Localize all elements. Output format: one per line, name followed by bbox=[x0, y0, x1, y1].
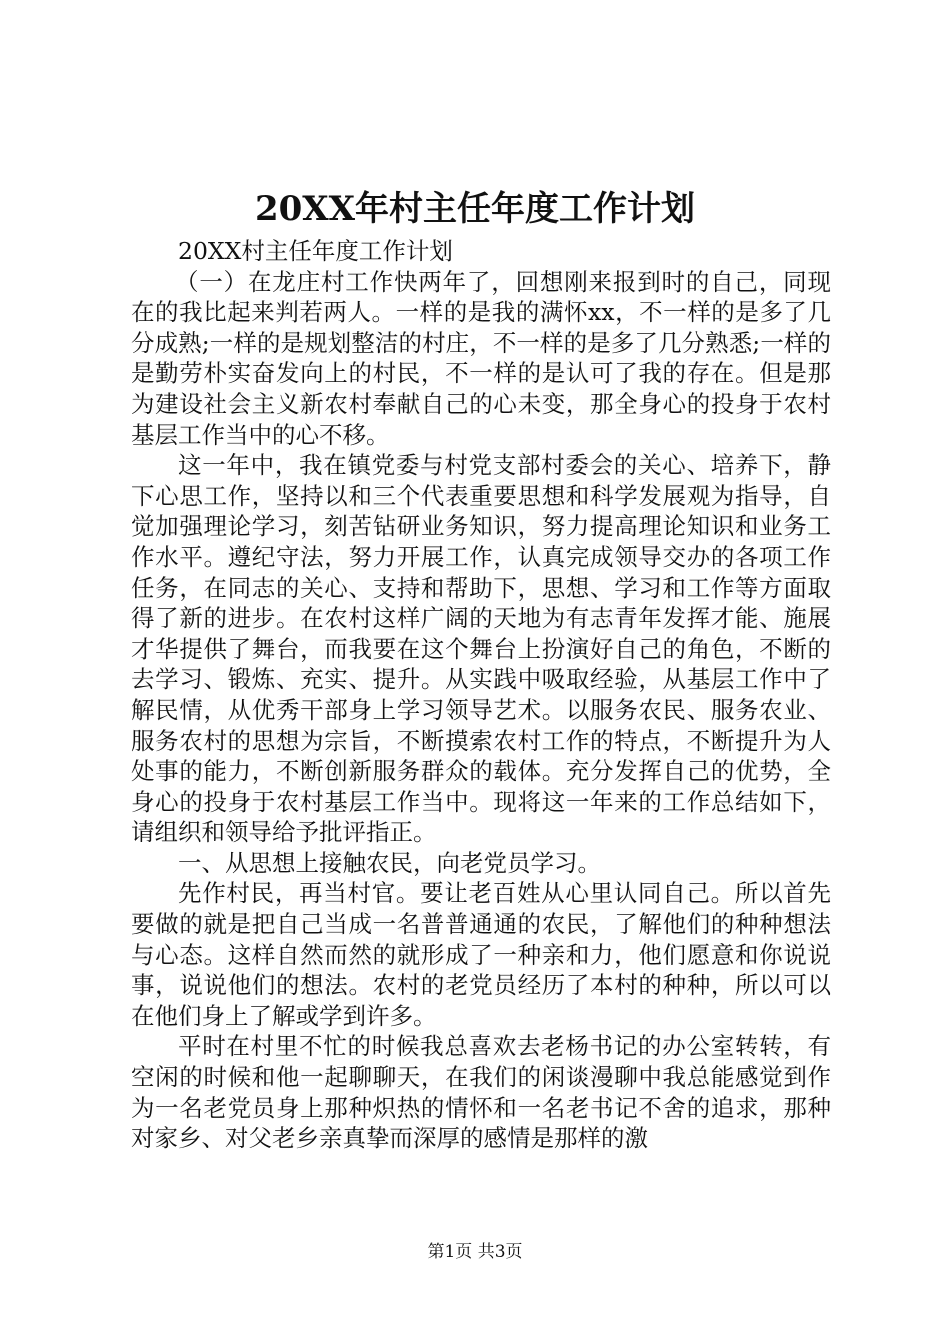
paragraph: 先作村民，再当村官。要让老百姓从心里认同自己。所以首先要做的就是把自己当成一名普普通通的农民，了解他们的种种想法与心态。这样自然而然的就形成了一种亲和力，他们愿意和你说说事，说说他们的想法。农村的老党员经历了本村的种种，所以可以在他们身上了解或学到许多。 bbox=[131, 879, 831, 1030]
document-body bbox=[131, 236, 831, 1154]
page-footer: 第1页 共3页 bbox=[427, 1242, 523, 1262]
paragraph: 这一年中，我在镇党委与村党支部村委会的关心、培养下，静下心思工作，坚持以和三个代表重要思想和科学发展观为指导，自觉加强理论学习，刻苦钻研业务知识，努力提高理论知识和业务工作水平。遵纪守法，努力开展工作，认真完成领导交办的各项工作任务，在同志的关心、支持和帮助下，思想、学习和工作等方面取得了新的进步。在农村这样广阔的天地为有志青年发挥才能、施展才华提供了舞台，而我要在这个舞台上扮演好自己的角色，不断的去学习、锻炼、充实、提升。从实践中吸取经验，从基层工作中了解民情，从优秀干部身上学习领导艺术。以服务农民、服务农业、服务农村的思想为宗旨，不断摸索农村工作的特点，不断提升为人处事的能力，不断创新服务群众的载体。充分发挥自己的优势，全身心的投身于农村基层工作当中。现将这一年来的工作总结如下，请组织和领导给予批评指正。 bbox=[131, 451, 831, 847]
paragraph-subtitle: 20XX村主任年度工作计划 bbox=[178, 237, 453, 265]
paragraph: （一）在龙庄村工作快两年了，回想刚来报到时的自己，同现在的我比起来判若两人。一样的是我的满怀xx，不一样的是多了几分成熟;一样的是规划整洁的村庄，不一样的是多了几分熟悉;一样的是勤劳朴实奋发向上的村民，不一样的是认可了我的存在。但是那为建设社会主义新农村奉献自己的心未变，那全身心的投身于农村基层工作当中的心不移。 bbox=[131, 267, 831, 449]
document-title: 20XX年村主任年度工作计划 bbox=[254, 189, 696, 229]
paragraph: 平时在村里不忙的时候我总喜欢去老杨书记的办公室转转，有空闲的时候和他一起聊聊天，在我们的闲谈漫聊中我总能感觉到作为一名老党员身上那种炽热的情怀和一名老书记不舍的追求，那种对家乡、对父老乡亲真挚而深厚的感情是那样的激 bbox=[131, 1032, 831, 1153]
section-heading: 一、从思想上接触农民，向老党员学习。 bbox=[178, 848, 601, 877]
